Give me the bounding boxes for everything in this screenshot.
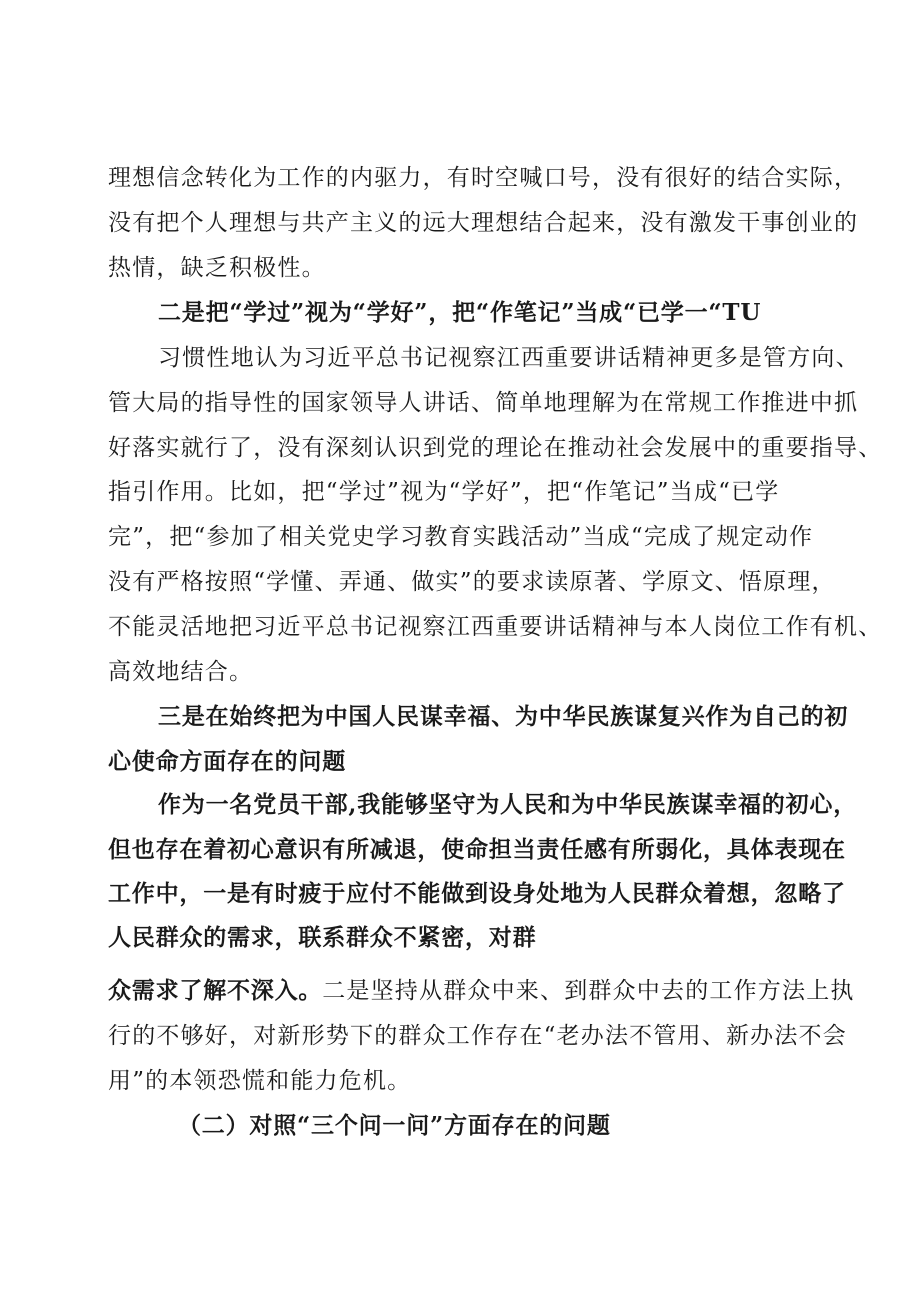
normal-fragment: 二是坚持从群众中来、到群众中去的工作方法上执	[322, 978, 855, 1004]
paragraph-line	[108, 975, 855, 1007]
paragraph-line: 人民群众的需求，联系群众不紧密，对群	[108, 924, 537, 951]
paragraph-line: 理想信念转化为工作的内驱力，有时空喊口号，没有很好的结合实际，	[108, 165, 859, 191]
paragraph-line: 指引作用。比如，把“学过”视为“学好”，把“作笔记”当成“已学	[108, 479, 780, 505]
paragraph-line: 热情，缺乏积极性。	[108, 255, 326, 281]
paragraph-line: 行的不够好，对新形势下的群众工作存在“老办法不管用、新办法不会	[108, 1023, 847, 1049]
paragraph-line: 用”的本领恐慌和能力危机。	[108, 1068, 412, 1094]
paragraph-line: 工作中，一是有时疲于应付不能做到设身处地为人民群众着想，忽略了	[108, 880, 846, 907]
paragraph-line: 没有把个人理想与共产主义的远大理想结合起来，没有激发干事创业的	[108, 210, 859, 236]
paragraph-line: 高效地结合。	[108, 659, 254, 685]
paragraph-line: 好落实就行了，没有深刻认识到党的理论在推动社会发展中的重要指导、	[108, 435, 883, 461]
section-heading: 二是把“学过”视为“学好”，把“作笔记”当成“已学一“TU	[158, 299, 762, 326]
section-heading: （二）对照“三个问一问”方面存在的问题	[178, 1112, 611, 1139]
paragraph-line: 作为一名党员干部,我能够坚守为人民和为中华民族谋幸福的初心，	[158, 791, 858, 818]
paragraph-line: 完”，把“参加了相关党史学习教育实践活动”当成“完成了规定动作	[108, 524, 814, 550]
section-heading: 心使命方面存在的问题	[108, 748, 346, 775]
paragraph-line: 管大局的指导性的国家领导人讲话、简单地理解为在常规工作推进中抓	[108, 390, 859, 416]
paragraph-line: 没有严格按照“学懂、弄通、做实”的要求读原著、学原文、悟原理，	[108, 569, 836, 595]
section-heading: 三是在始终把为中国人民谋幸福、为中华民族谋复兴作为自己的初	[158, 703, 849, 730]
bold-fragment: 众需求了解不深入。	[108, 977, 323, 1004]
paragraph-line: 不能灵活地把习近平总书记视察江西重要讲话精神与本人岗位工作有机、	[108, 614, 883, 640]
paragraph-line: 习惯性地认为习近平总书记视察江西重要讲话精神更多是管方向、	[158, 345, 860, 371]
paragraph-line: 但也存在着初心意识有所减退，使命担当责任感有所弱化，具体表现在	[108, 836, 846, 863]
